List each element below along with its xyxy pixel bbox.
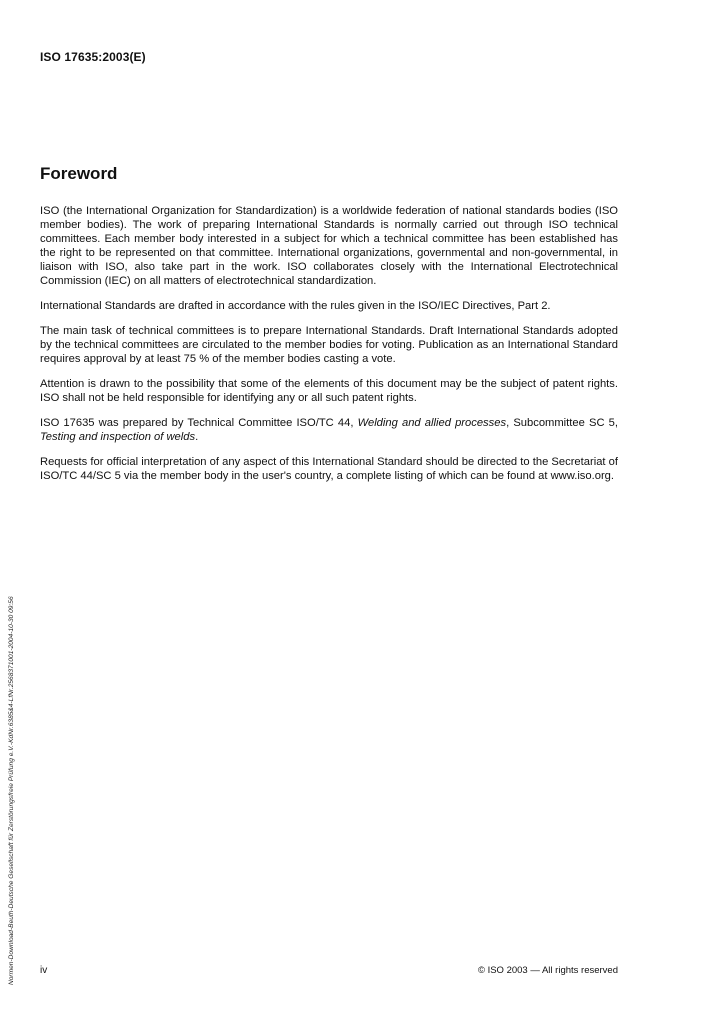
paragraph-iso-federation: ISO (the International Organization for Standardization) is a worldwide federation of national standards bodies (ISO member bodies). The work of preparing International Standards is normally carried out through ISO technical committees. Each member body interested in a subject for which a technical committee has been established has the right to be represented on that committee. International organizations, governmental and non-governmental, in liaison with ISO, also take part in the work. ISO collaborates closely with the International Electrotechnical Commission (IEC) on all matters of electrotechnical standardization. — [40, 205, 618, 287]
section-title: Foreword — [40, 164, 118, 183]
prepared-by-post: . — [195, 431, 199, 443]
paragraph-patent-rights: Attention is drawn to the possibility that some of the elements of this document may be the subject of patent rights. ISO shall not be held responsible for identifying any or all such patent rights. — [40, 378, 618, 404]
paragraph-prepared-by — [40, 416, 618, 444]
foreword-body — [40, 204, 618, 494]
document-id: ISO 17635:2003(E) — [40, 50, 146, 64]
copyright-notice: © ISO 2003 — All rights reserved — [477, 965, 618, 976]
page-number: iv — [40, 965, 48, 976]
prepared-by-mid: , Subcommittee SC 5, — [506, 417, 619, 429]
prepared-by-pre: ISO 17635 was prepared by Technical Committee ISO/TC 44, — [40, 417, 358, 429]
subcommittee-name: Testing and inspection of welds — [40, 431, 196, 443]
download-watermark-text: Normen-Download-Beuth-Deutsche Gesellschaft für Zerstörungsfreie Prüfung e.V.-KdNr.6385&4-LfNr.2568371001-2004-10-30 09:56 — [8, 596, 15, 985]
paragraph-interpretation-requests: Requests for official interpretation of any aspect of this International Standard should be directed to the Secretariat of ISO/TC 44/SC 5 via the member body in the user's country, a complete listing of which can be found at www.iso.org. — [40, 456, 618, 482]
paragraph-directives: International Standards are drafted in accordance with the rules given in the ISO/IEC Directives, Part 2. — [40, 300, 551, 312]
committee-name: Welding and allied processes — [357, 417, 507, 429]
paragraph-committee-task: The main task of technical committees is to prepare International Standards. Draft International Standards adopted by the technical committees are circulated to the member bodies for voting. Publication as an International Standard requires approval by at least 75 % of the member bodies casting a vote. — [40, 325, 618, 365]
